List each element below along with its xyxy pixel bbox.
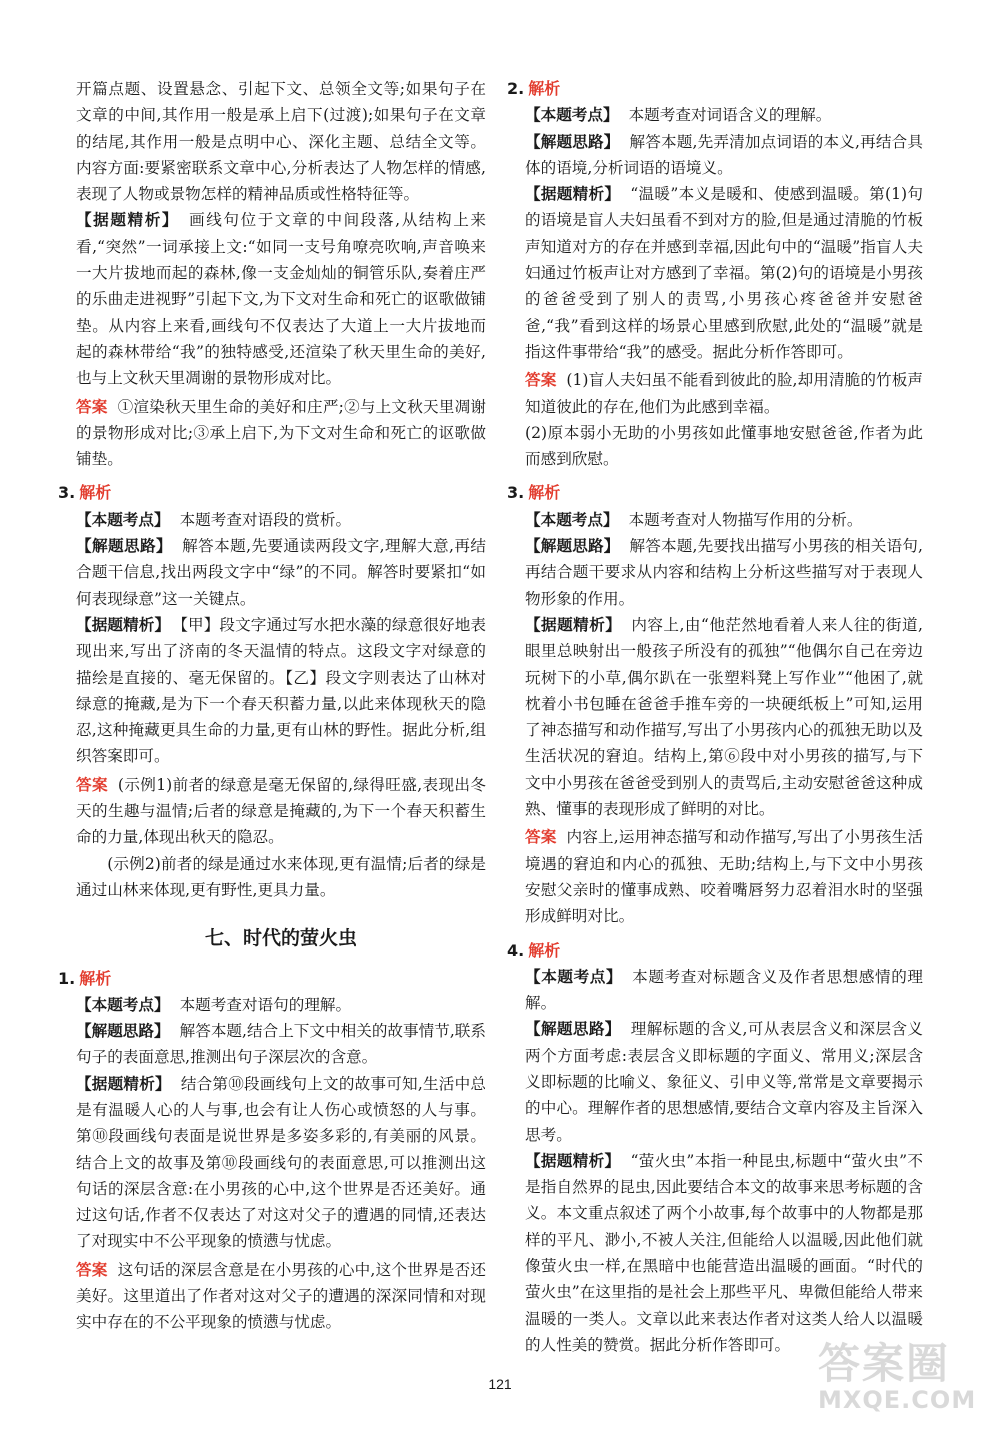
answer-text: (1)盲人夫妇虽不能看到彼此的脸,却用清脆的竹板声知道彼此的存在,他们为此感到幸福。 — [525, 371, 923, 416]
section-title: 七、时代的萤火虫 — [204, 927, 357, 950]
analysis-tag: 【据题精析】 — [76, 211, 180, 230]
answer-label: 答案 — [76, 397, 108, 416]
question-2-heading — [507, 76, 923, 102]
kaodian-tag: 【本题考点】 — [525, 967, 623, 986]
question-number: 2. — [507, 79, 525, 98]
q2-answer-2: (2)原本弱小无助的小男孩如此懂事地安慰爸爸,作者为此而感到欣慰。 — [525, 423, 923, 469]
q4-kaodian — [525, 964, 923, 1017]
silu-text: 解答本题,结合上下文中相关的故事情节,联系句子的表面意思,推测出句子深层次的含意。 — [76, 1022, 486, 1067]
q3r-jingxi — [525, 612, 923, 822]
question-tag: 解析 — [528, 940, 561, 960]
q3-silu — [76, 533, 486, 612]
q3-kaodian — [76, 507, 486, 533]
q3r-kaodian — [525, 507, 923, 533]
kaodian-tag: 【本题考点】 — [76, 510, 170, 529]
answer-label: 答案 — [525, 828, 557, 847]
silu-tag: 【解题思路】 — [525, 132, 620, 151]
question-1-heading — [58, 966, 486, 992]
answer-label: 答案 — [76, 1260, 108, 1279]
q3r-answer — [525, 824, 923, 929]
question-tag: 解析 — [528, 79, 561, 98]
kaodian-text: 本题考查对词语含义的理解。 — [628, 106, 832, 125]
silu-text: 解答本题,先要通读两段文字,理解大意,再结合题干信息,找出两段文字中“绿”的不同。解答时要紧扣“如何表现绿意”这一关键点。 — [76, 537, 486, 608]
jingxi-text: “萤火虫”本指一种昆虫,标题中“萤火虫”不是指自然界的昆虫,因此要结合本文的故事来思考标题的含义。本文重点叙述了两个小故事,每个故事中的人物都是那样的平凡、渺小,不被人关注,但能给人以温暖,因此他们就像萤火虫一样,在黑暗中也能营造出温暖的画面。“时代的萤火虫”在这里指的是社会上那些平凡、卑微但能给人带来温暖的一类人。文章以此来表达作者对这类人给人以温暖的人性美的赞赏。据此分析作答即可。 — [525, 1151, 923, 1354]
q4-silu — [525, 1016, 923, 1147]
q3-answer-2: (示例2)前者的绿是通过水来体现,更有温情;后者的绿是通过山林来体现,更有野性,更具力量。 — [76, 854, 486, 899]
silu-text: 解答本题,先弄清加点词语的本义,再结合具体的语境,分析词语的语境义。 — [525, 132, 923, 177]
question-number: 3. — [58, 483, 76, 503]
q1-jingxi — [76, 1071, 486, 1255]
q2-jingxi — [525, 181, 923, 365]
q2-kaodian — [525, 102, 923, 128]
jingxi-tag: 【据题精析】 — [76, 615, 171, 634]
jingxi-text: 结合第⑩段画线句上文的故事可知,生活中总是有温暖人心的人与事,也会有让人伤心或愤怒的人与事。第⑩段画线句表面是说世界是多姿多彩的,有美丽的风景。结合上文的故事及第⑩段画线句的表面意思,可以推测出这句话的深层含意:在小男孩的心中,这个世界是否还美好。通过这句话,作者不仅表达了对这对父子的遭遇的同情,还表达了对现实中不公平现象的愤懑与忧虑。 — [76, 1074, 486, 1251]
right-column — [507, 76, 923, 1358]
kaodian-text: 本题考查对人物描写作用的分析。 — [628, 510, 863, 529]
q1-answer — [76, 1257, 486, 1336]
watermark-top: 答案圈 — [818, 1339, 951, 1388]
answer-label: 答案 — [525, 371, 557, 390]
question-number: 3. — [507, 483, 525, 503]
q3r-silu — [525, 533, 923, 612]
q3-jingxi — [76, 612, 486, 770]
watermark-bottom: MXQE.COM — [818, 1386, 977, 1414]
silu-tag: 【解题思路】 — [525, 1020, 621, 1039]
answer-label: 答案 — [76, 775, 108, 794]
silu-text: 解答本题,先要找出描写小男孩的相关语句,再结合题干要求从内容和结构上分析这些描写对于表现人物形象的作用。 — [525, 537, 923, 608]
answer-text: 内容上,运用神态描写和动作描写,写出了小男孩生活境遇的窘迫和内心的孤独、无助;结构上,与下文中小男孩安慰父亲时的懂事成熟、咬着嘴唇努力忍着泪水时的坚强形成鲜明对比。 — [525, 828, 923, 926]
question-number: 1. — [58, 968, 76, 988]
question-tag: 解析 — [79, 968, 112, 988]
kaodian-text: 本题考查对语句的理解。 — [179, 995, 352, 1014]
jingxi-tag: 【据题精析】 — [525, 1151, 621, 1170]
question-3-heading — [507, 480, 923, 506]
question-3-heading — [58, 480, 486, 506]
question-4-heading — [507, 938, 923, 964]
q2-silu — [525, 129, 923, 182]
intro-paragraph: 开篇点题、设置悬念、引起下文、总领全文等;如果句子在文章的中间,其作用一般是承上启下(过渡);如果句子在文章的结尾,其作用一般是点明中心、深化主题、总结全文等。内容方面:要紧密联系文章中心,分析表达了人物怎样的情感,表现了人物或景物怎样的精神品质或性格特征等。 — [76, 80, 486, 204]
jingxi-text: 内容上,由“他茫然地看着人来人往的街道,眼里总映射出一般孩子所没有的孤独”“他偶尔自己在旁边玩树下的小草,偶尔趴在一张塑料凳上写作业”“他困了,就枕着小书包睡在爸爸手推车旁的一块硬纸板上”可知,运用了神态描写和动作描写,写出了小男孩内心的孤独无助以及生活状况的窘迫。结构上,第⑥段中对小男孩的描写,与下文中小男孩在爸爸受到别人的责骂后,主动安慰爸爸这种成熟、懂事的表现形成了鲜明的对比。 — [525, 615, 923, 819]
jingxi-tag: 【据题精析】 — [76, 1074, 171, 1093]
q1-kaodian — [76, 992, 486, 1018]
kaodian-tag: 【本题考点】 — [76, 995, 170, 1014]
kaodian-text: 本题考查对标题含义及作者思想感情的理解。 — [525, 967, 923, 1013]
analysis-text: 画线句位于文章的中间段落,从结构上来看,“突然”一词承接上文:“如同一支号角嘹亮吹响,声音唤来一大片拔地而起的森林,像一支金灿灿的铜管乐队,奏着庄严的乐曲走进视野”引起下文,为下文对生命和死亡的讴歌做铺垫。从内容上来看,画线句不仅表达了大道上一大片拔地而起的森林带给“我”的独特感受,还渲染了秋天里生命的美好,也与上文秋天里凋谢的景物形成对比。 — [76, 211, 486, 388]
jingxi-tag: 【据题精析】 — [525, 185, 621, 204]
q2-answer — [525, 367, 923, 420]
silu-tag: 【解题思路】 — [525, 537, 620, 556]
q3-answer — [76, 772, 486, 851]
question-tag: 解析 — [79, 483, 112, 503]
answer-text: (示例1)前者的绿意是毫无保留的,绿得旺盛,表现出冬天的生趣与温情;后者的绿意是掩藏的,为下一个春天积蓄生命的力量,体现出秋天的隐忍。 — [76, 775, 486, 847]
silu-tag: 【解题思路】 — [76, 1022, 170, 1041]
intro-answer — [76, 394, 486, 473]
jingxi-text: 【甲】段文字通过写水把水藻的绿意很好地表现出来,写出了济南的冬天温情的特点。这段文字对绿意的描绘是直接的、毫无保留的。【乙】段文字则表达了山林对绿意的掩藏,是为下一个春天积蓄力量,以此来体现秋天的隐忍,这种掩藏更具生命的力量,更有山林的野性。据此分析,组织答案即可。 — [76, 615, 486, 766]
kaodian-tag: 【本题考点】 — [525, 510, 619, 529]
silu-tag: 【解题思路】 — [76, 537, 173, 556]
answer-text: 这句话的深层含意是在小男孩的心中,这个世界是否还美好。这里道出了作者对这对父子的遭遇的深深同情和对现实中存在的不公平现象的愤懑与忧虑。 — [76, 1260, 486, 1332]
jingxi-tag: 【据题精析】 — [525, 615, 622, 634]
jingxi-text: “温暖”本义是暖和、使感到温暖。第(1)句的语境是盲人夫妇虽看不到对方的脸,但是通过清脆的竹板声知道对方的存在并感到幸福,因此句中的“温暖”指盲人夫妇通过竹板声让对方感到了幸福。第(2)句的语境是小男孩的爸爸受到了别人的责骂,小男孩心疼爸爸并安慰爸爸,“我”看到这样的场景心里感到欣慰,此处的“温暖”就是指这件事带给“我”的感受。据此分析作答即可。 — [525, 185, 923, 361]
kaodian-tag: 【本题考点】 — [525, 106, 619, 125]
silu-text: 理解标题的含义,可从表层含义和深层含义两个方面考虑:表层含义即标题的字面义、常用义;深层含义即标题的比喻义、象征义、引申义等,常常是文章要揭示的中心。理解作者的思想感情,要结合文章内容及主旨深入思考。 — [525, 1020, 923, 1144]
intro-analysis — [76, 207, 486, 391]
question-tag: 解析 — [528, 483, 561, 503]
page-number: 121 — [488, 1376, 512, 1392]
kaodian-text: 本题考查对语段的赏析。 — [179, 510, 352, 529]
answer-text: ①渲染秋天里生命的美好和庄严;②与上文秋天里凋谢的景物形成对比;③承上启下,为下文对生命和死亡的讴歌做铺垫。 — [76, 397, 486, 469]
left-column — [58, 76, 486, 1336]
question-number: 4. — [507, 940, 525, 960]
q1-silu — [76, 1018, 486, 1071]
q4-jingxi — [525, 1148, 923, 1358]
